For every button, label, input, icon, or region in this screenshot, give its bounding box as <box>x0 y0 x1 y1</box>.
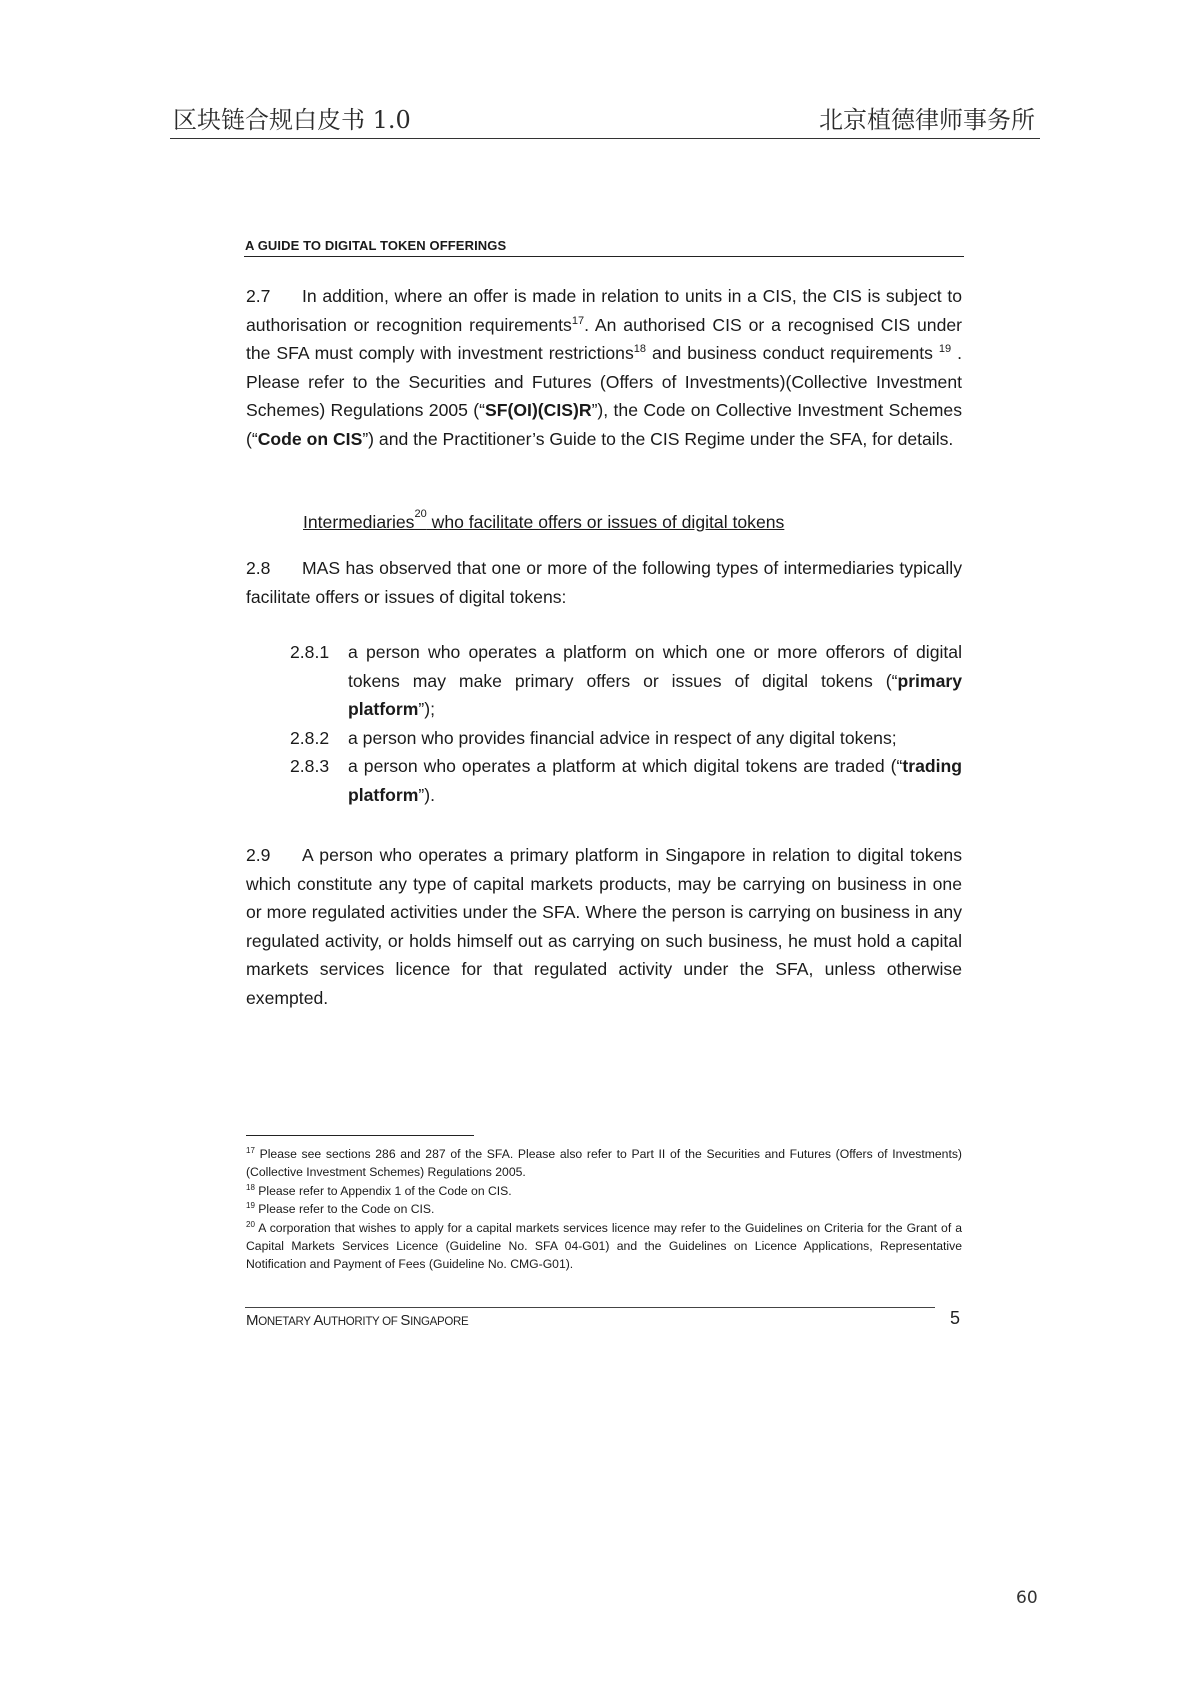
footnote-20: $^{20}$ A corporation that wishes to apply for a capital markets services licence may refer to the Guidelines on Criteria for the Grant of a Capital Markets Services Licence (Guideline No. SFA 04-G01) and the Guidelines on Licence Applications, Representative Notification and Payment of Fees (Guideline No. CMG-G01). <box>246 1219 962 1272</box>
defined-term: SF(OI)(CIS)R <box>485 400 592 421</box>
paragraph-2-8: 2.8 MAS has observed that one or more of the following types of intermediaries typically facilitate offers or issues of digital tokens: <box>246 554 962 611</box>
footnote-18: $^{18}$ Please refer to Appendix 1 of the Code on CIS. <box>246 1182 512 1198</box>
footnote-17: $^{17}$ Please see sections 286 and 287 of the SFA. Please also refer to Part II of the Securities and Futures (Offers of Investments)(Collective Investment Schemes) Regulations 2005. <box>246 1146 962 1180</box>
defined-term: trading platform <box>348 756 962 805</box>
document-title: A GUIDE TO DIGITAL TOKEN OFFERINGS <box>245 238 507 253</box>
paragraph-2-7: 2.7 In addition, where an offer is made in relation to units in a CIS, the CIS is subject to authorisation or recognition requirements$^{17}$. An authorised CIS or a recognised CIS under the SFA must comply with investment restrictions$^{18}$ and business conduct requirements $^{19}$ . Please refer to the Securities and Futures (Offers of Investments)(Collective Investment Schemes) Regulations 2005 (“SF(OI)(CIS)R”), the Code on Collective Investment Schemes (“Code on CIS”) and the Practitioner’s Guide to the CIS Regime under the SFA, for details. <box>246 282 962 454</box>
header-right-firm: 北京植德律师事务所 <box>819 106 1035 134</box>
section-subheading: Intermediaries$^{20}$ who facilitate offers or issues of digital tokens <box>303 508 785 532</box>
paragraph-number: 2.7 <box>246 286 271 306</box>
footnotes <box>246 1145 962 1274</box>
paragraph-number: 2.8 <box>246 558 271 578</box>
footer-rule <box>245 1307 935 1308</box>
footnote-rule <box>246 1135 474 1136</box>
footnote-ref: 20 <box>414 508 427 520</box>
defined-term: primary platform <box>348 670 962 720</box>
list-item: 2.8.2 a person who provides financial advice in respect of any digital tokens; <box>290 727 897 748</box>
footnote-ref: 19 <box>938 343 952 356</box>
page-number: 60 <box>1016 1588 1038 1608</box>
paragraph-number: 2.9 <box>246 845 271 865</box>
footnote-19: $^{19}$ Please refer to the Code on CIS. <box>246 1201 435 1217</box>
header-rule <box>170 138 1040 139</box>
defined-term: Code on CIS <box>257 428 363 449</box>
list-item: 2.8.1 a person who operates a platform on which one or more offerors of digital tokens may make primary offers or issues of digital tokens (“primary platform”); <box>290 642 962 720</box>
header-left-title: 区块链合规白皮书 1.0 <box>173 106 411 134</box>
inner-page-number: 5 <box>950 1308 961 1328</box>
footnote-ref: 17 <box>571 314 585 327</box>
title-rule <box>244 256 964 257</box>
intermediary-list <box>290 638 962 810</box>
footer-organization: MONETARY AUTHORITY OF SINGAPORE <box>246 1312 469 1329</box>
paragraph-2-9: 2.9 A person who operates a primary platform in Singapore in relation to digital tokens which constitute any type of capital markets products, may be carrying on business in one or more regulated activities under the SFA. Where the person is carrying on business in any regulated activity, or holds himself out as carrying on such business, he must hold a capital markets services licence for that regulated activity under the SFA, unless otherwise exempted. <box>246 841 962 1013</box>
footnote-ref: 18 <box>633 343 646 356</box>
list-item: 2.8.3 a person who operates a platform at which digital tokens are traded (“trading platform”). <box>290 756 962 805</box>
